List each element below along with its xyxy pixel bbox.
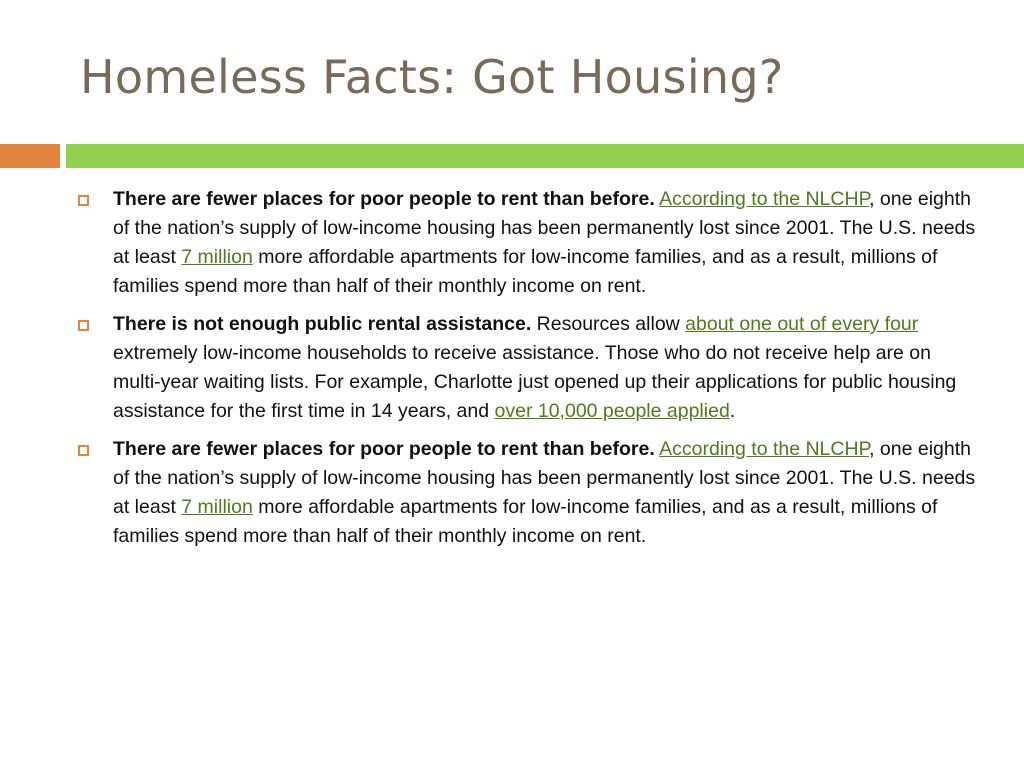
bullet-item — [78, 185, 983, 301]
bullet-body: more affordable apartments for low-income families, and as a result, millions of families spend more than half of their monthly income on rent. — [113, 246, 938, 297]
nlchp-link[interactable]: According to the NLCHP — [659, 438, 870, 460]
bullet-body: , one eighth of the nation’s supply of low-income housing has been permanently lost since 2001. The U.S. needs at least — [113, 438, 976, 518]
seven-million-link[interactable]: 7 million — [181, 496, 253, 518]
green-accent-bar — [66, 144, 1024, 168]
seven-million-link[interactable]: 7 million — [181, 246, 253, 268]
bullet-text — [113, 185, 983, 301]
bullet-body: , one eighth of the nation’s supply of low-income housing has been permanently lost since 2001. The U.S. needs at least — [113, 188, 976, 268]
applied-link[interactable]: over 10,000 people applied — [494, 400, 730, 422]
bullet-body: . — [729, 400, 736, 422]
bullet-lead: There are fewer places for poor people to rent than before. — [113, 438, 655, 460]
bullet-item — [78, 435, 983, 551]
bullet-list — [78, 185, 983, 560]
bullet-body: more affordable apartments for low-income families, and as a result, millions of families spend more than half of their monthly income on rent. — [113, 496, 938, 547]
bullet-item — [78, 310, 983, 426]
square-bullet-icon — [78, 195, 89, 206]
square-bullet-icon — [78, 445, 89, 456]
bullet-body: extremely low-income households to receive assistance. Those who do not receive help are on multi-year waiting lists. For example, Charlotte just opened up their applications for public housing assistance for the first time in 14 years, and — [113, 342, 957, 422]
nlchp-link[interactable]: According to the NLCHP — [659, 188, 870, 210]
bullet-text — [113, 310, 983, 426]
bullet-text — [113, 435, 983, 551]
square-bullet-icon — [78, 320, 89, 331]
bullet-lead: There are fewer places for poor people to rent than before. — [113, 188, 655, 210]
bullet-body: Resources allow — [531, 313, 686, 335]
orange-accent-bar — [0, 144, 60, 168]
one-in-four-link[interactable]: about one out of every four — [685, 313, 919, 335]
bullet-lead: There is not enough public rental assistance. — [113, 313, 532, 335]
slide-title: Homeless Facts: Got Housing? — [80, 50, 784, 104]
